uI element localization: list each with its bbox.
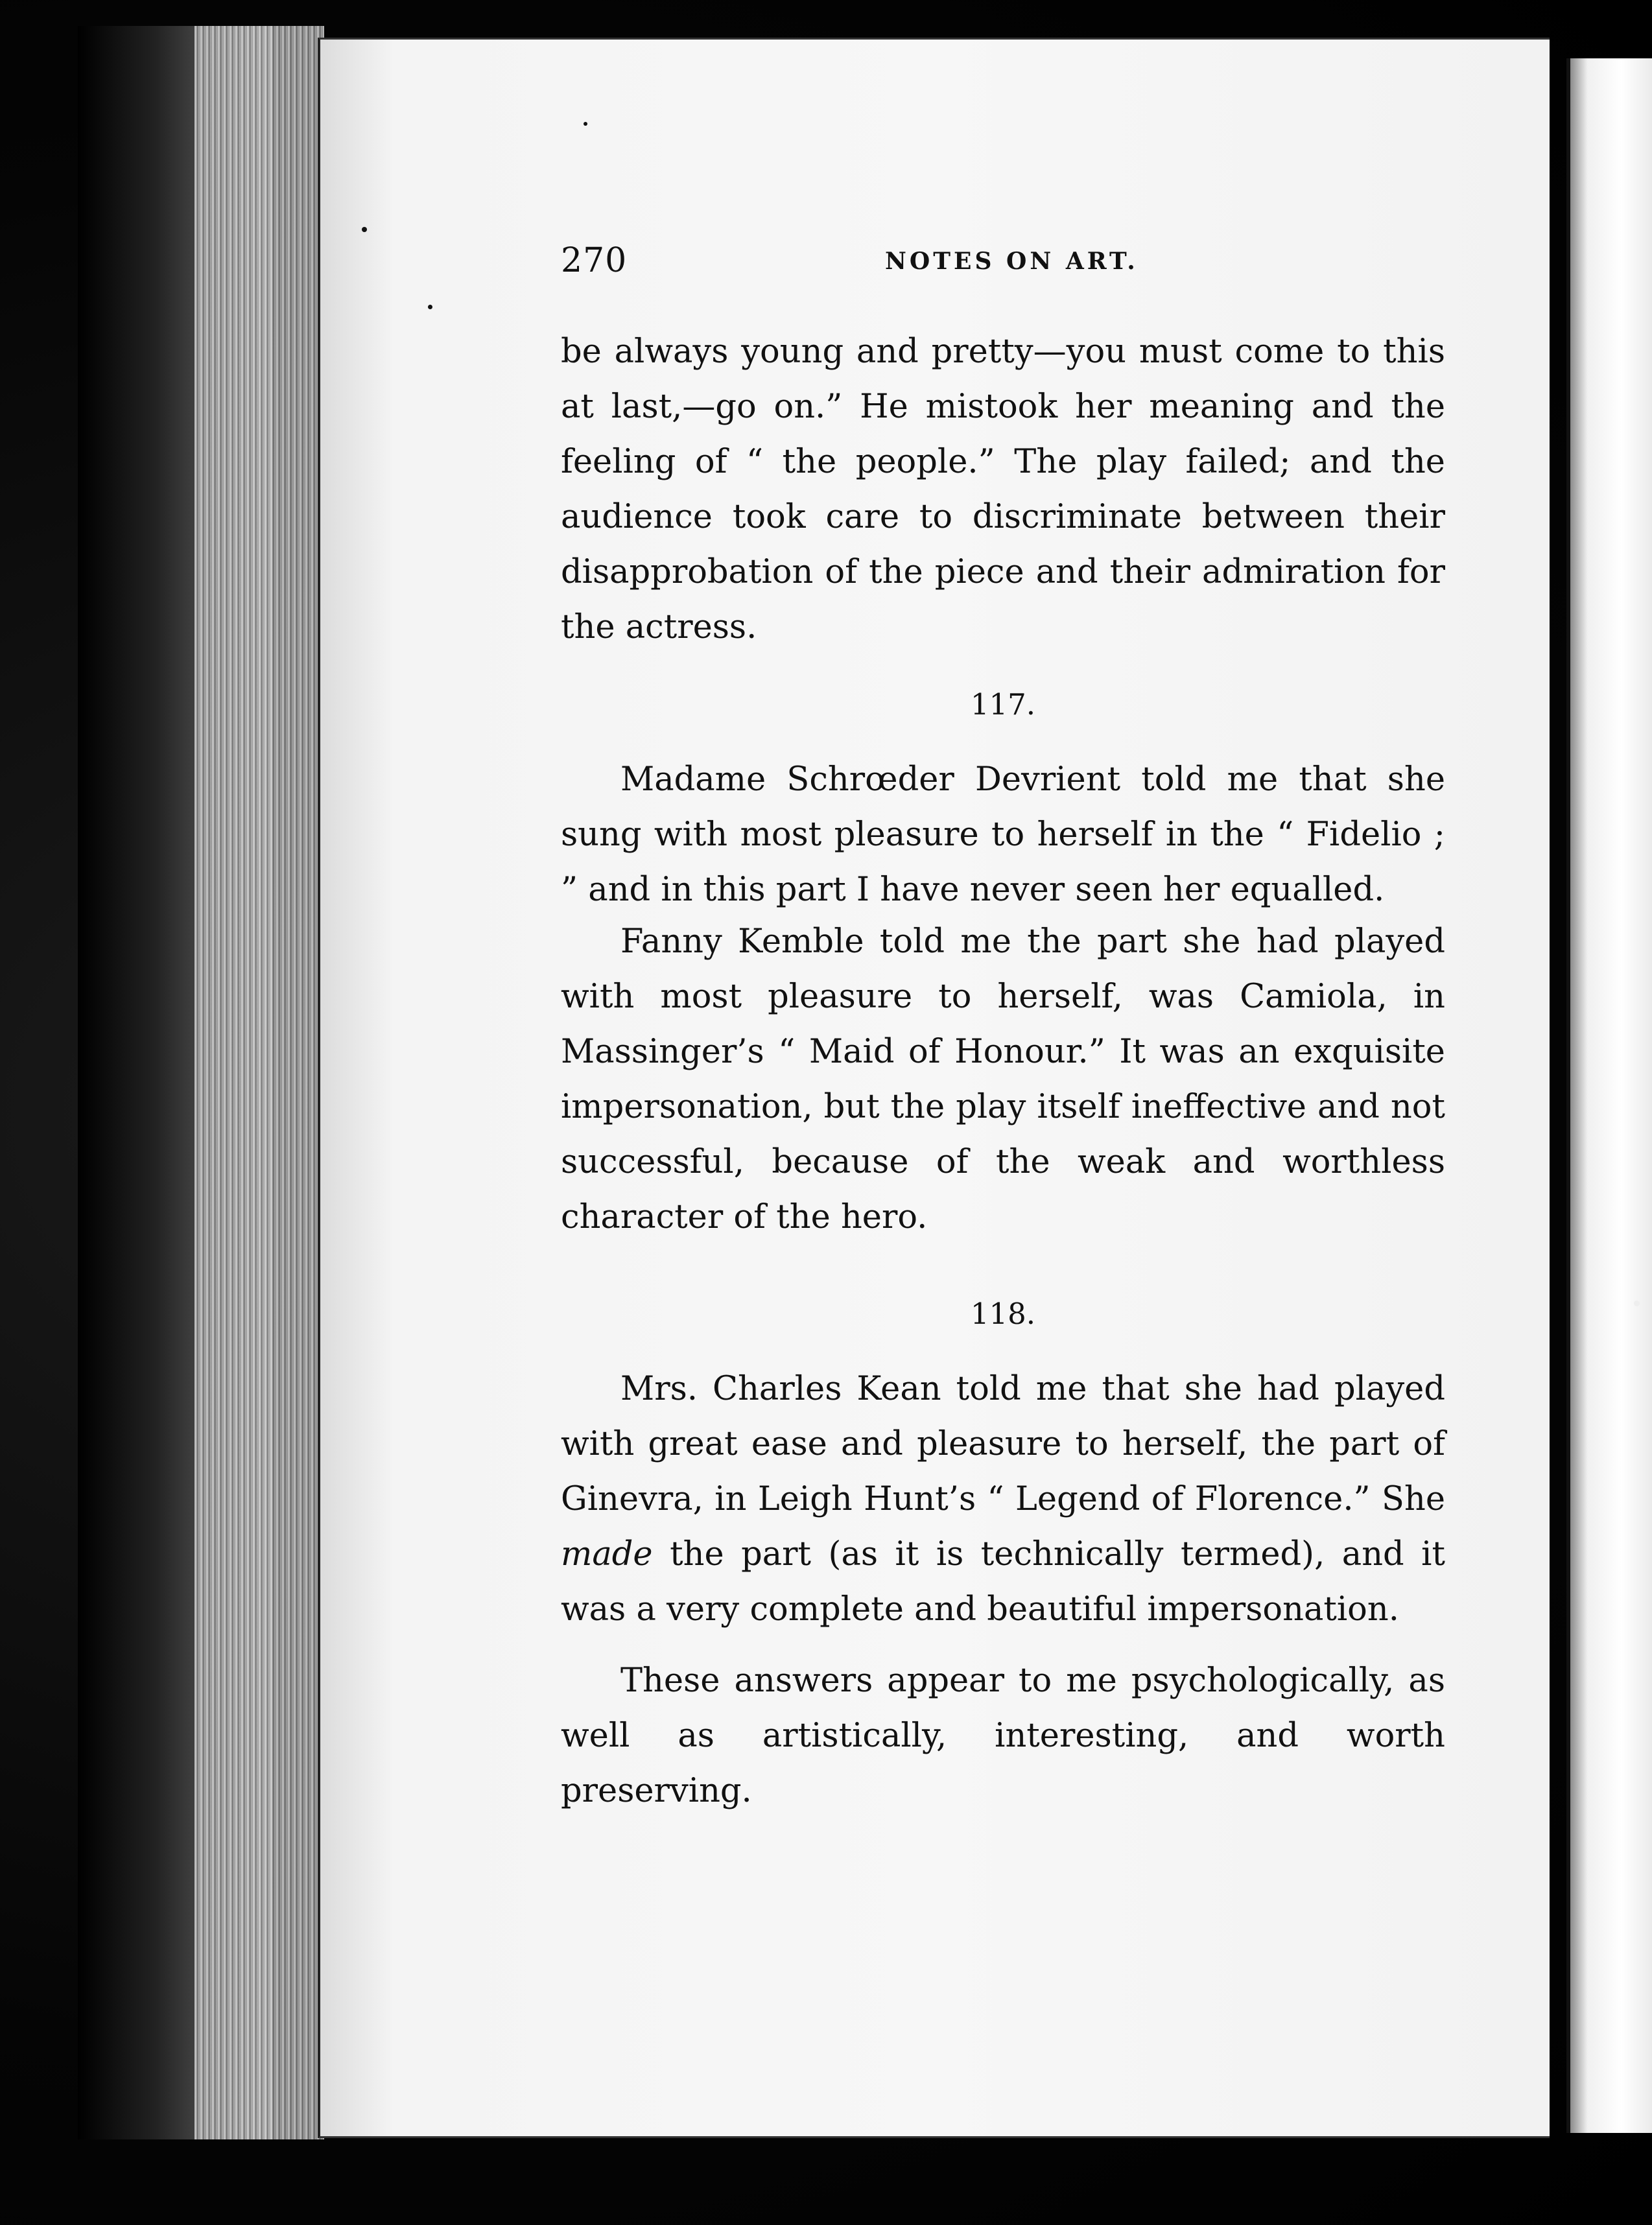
paragraph-charles-kean: [561, 1361, 1445, 1637]
section-number-117: 117.: [970, 687, 1036, 722]
paragraph-schroeder-devrient: Madame Schrœder Devrient told me that she sung with most pleasure to herself in the “ Fidelio ; ” and in this part I have never seen her equalled.: [561, 760, 1445, 909]
paragraph-closing: These answers appear to me psychologically, as well as artistically, interesting, and worth preserving.: [561, 1662, 1445, 1810]
facing-page-edge: [1566, 58, 1652, 2133]
paragraph-fanny-kemble: Fanny Kemble told me the part she had played with most pleasure to herself, was Camiola, in Massinger’s “ Maid of Honour.” It was an exquisite impersonation, but the play itself ineffective and not successful, because of the weak and worthless character of the hero.: [561, 923, 1445, 1236]
italic-word-made: made: [561, 1535, 653, 1573]
running-title: NOTES ON ART.: [885, 248, 1139, 275]
dust-speck: [428, 305, 432, 309]
paragraph-charles-kean-text-1: Mrs. Charles Kean told me that she had played with great ease and pleasure to herself, the part of Ginevra, in Leigh Hunt’s “ Legend of Florence.” She: [561, 1370, 1445, 1518]
section-number-118: 118.: [970, 1297, 1036, 1331]
running-head: [561, 241, 1452, 287]
dust-speck: [362, 227, 367, 232]
page-stack-edges: [195, 26, 324, 2139]
page-number: 270: [561, 241, 628, 280]
dust-speck: [1634, 1301, 1640, 1306]
paragraph-continued: be always young and pretty—you must come to this at last,—go on.” He mistook her meaning and the feeling of “ the people.” The play failed; and the audience took care to discriminate between their disapprobation of the piece and their admiration for the actress.: [561, 333, 1445, 646]
paragraph-charles-kean-text-2: the part (as it is technically termed), and it was a very complete and beautiful impersonation.: [561, 1535, 1445, 1629]
dust-speck: [584, 122, 587, 126]
